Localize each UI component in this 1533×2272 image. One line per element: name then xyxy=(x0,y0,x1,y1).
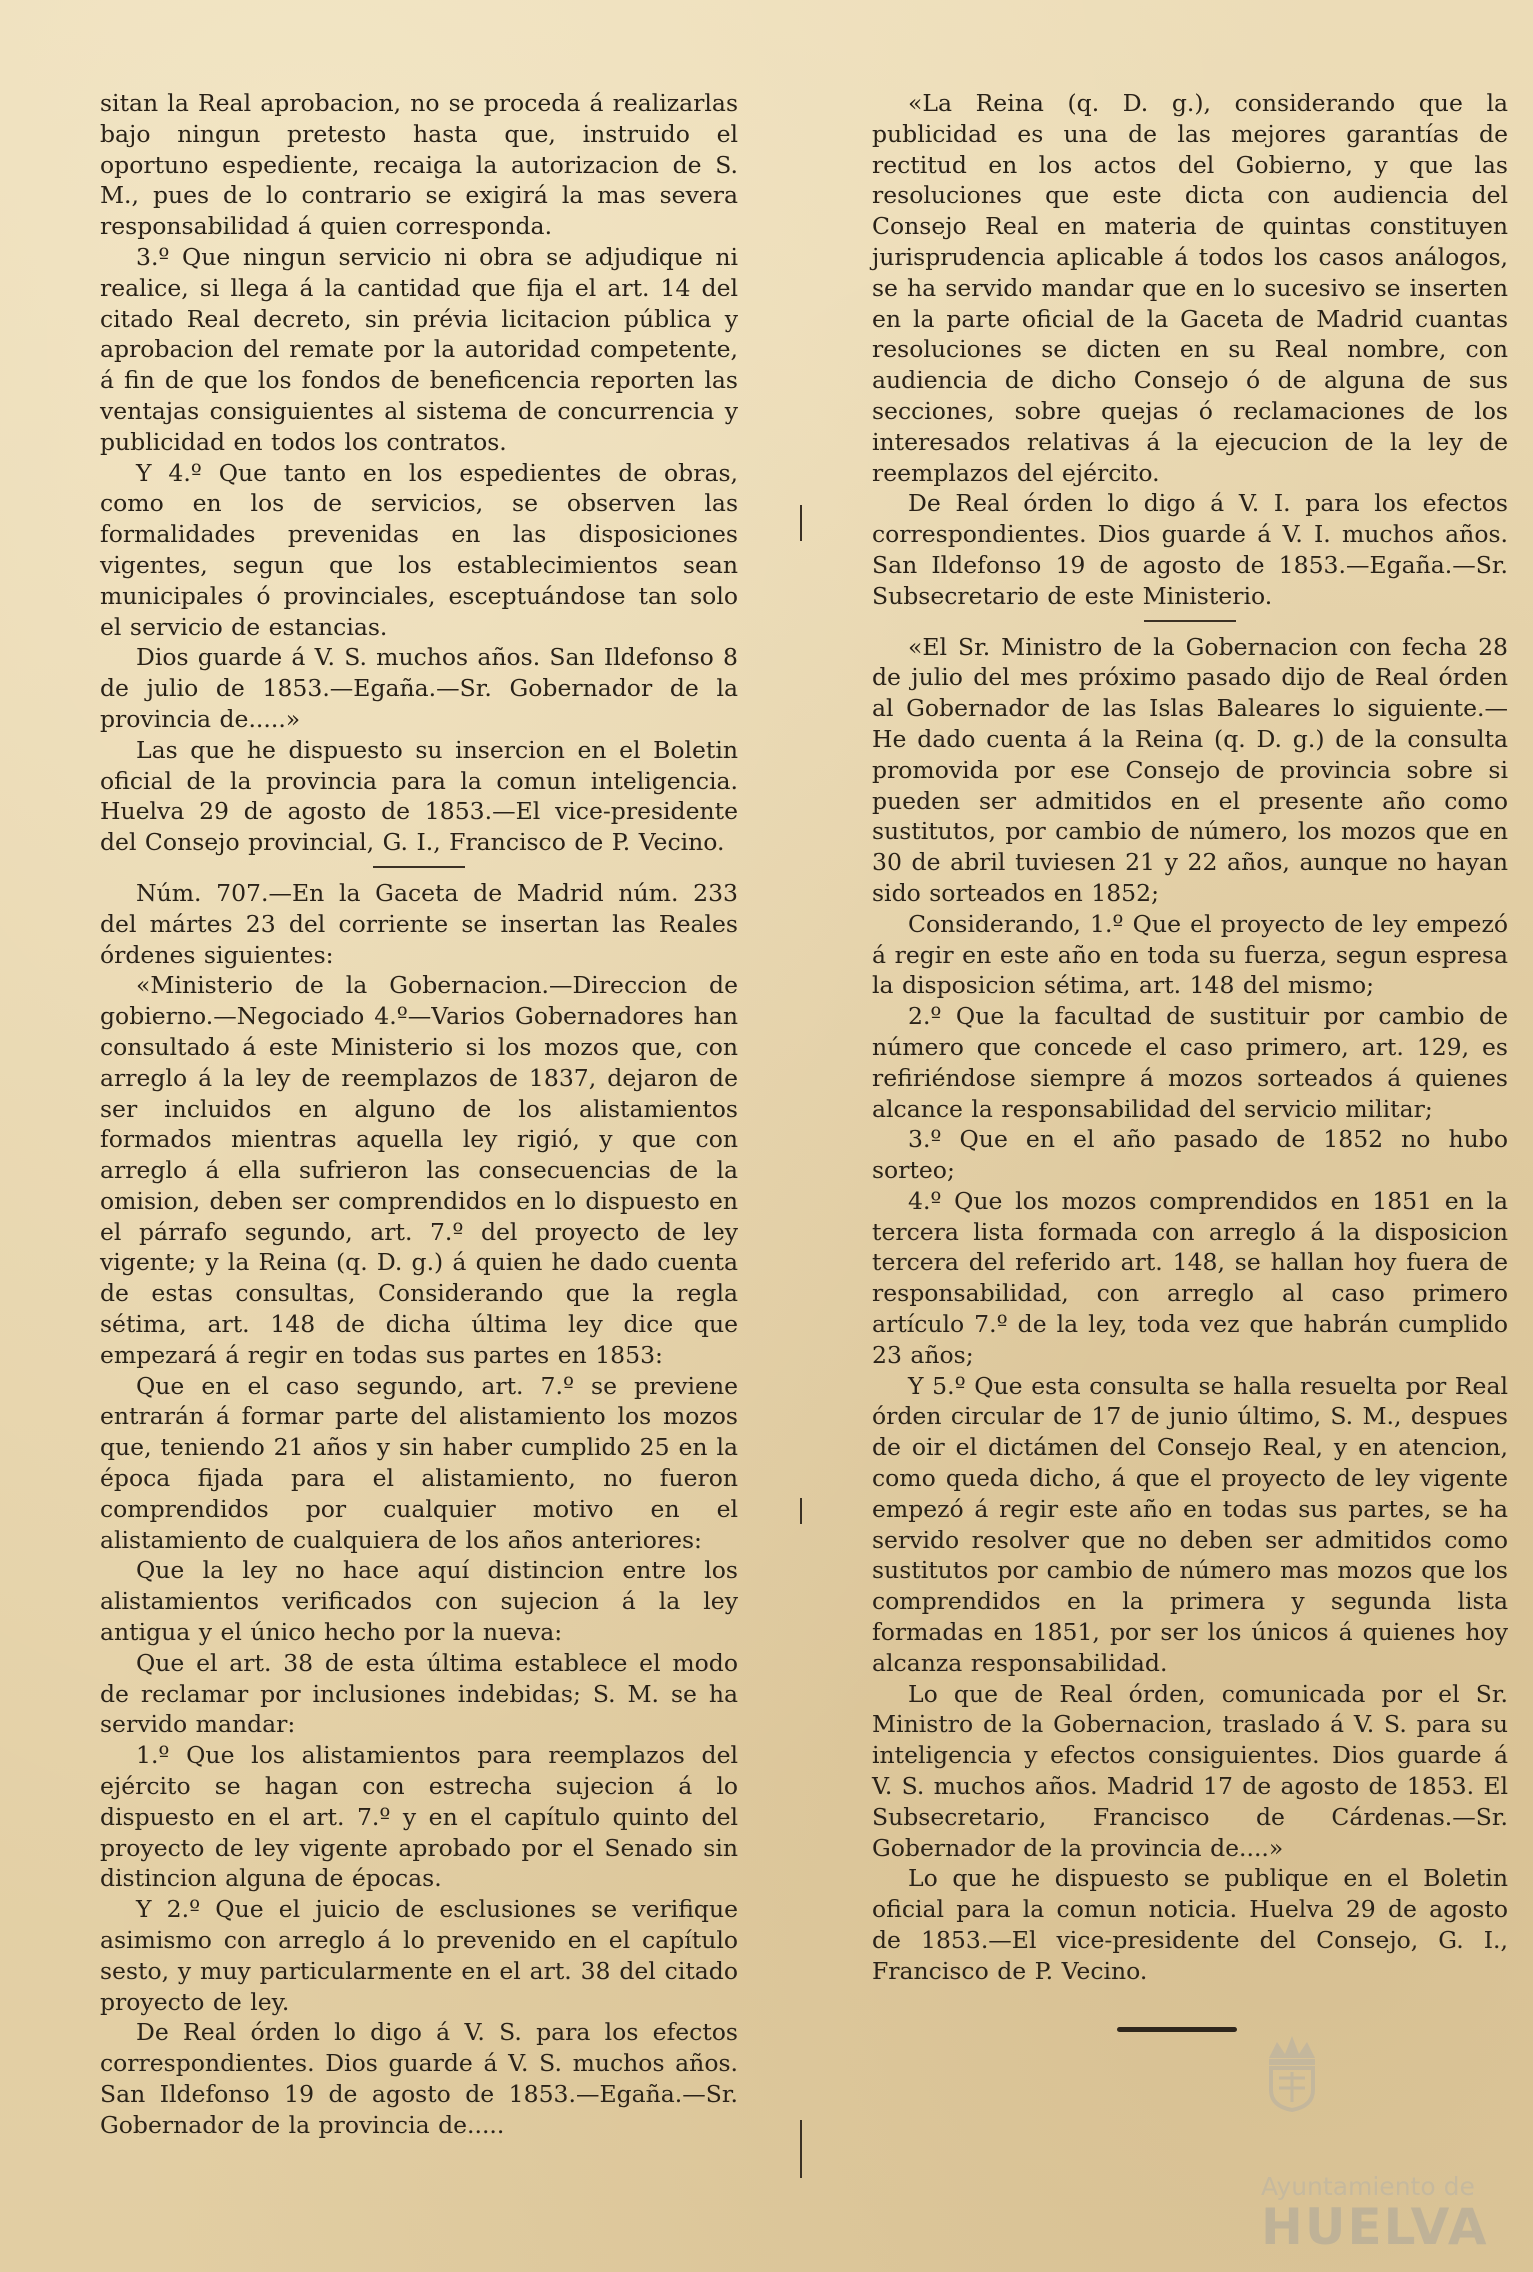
text-paragraph: «La Reina (q. D. g.), considerando que la publicidad es una de las mejores garantías de rectitud en los actos del Gobierno, y que las resoluciones que este dicta con audiencia del Consejo Real en materia de quintas constituyen jurisprudencia aplicable á todos los casos análogos, se ha servido mandar que en lo sucesivo se inserten en la parte oficial de la Gaceta de Madrid cuantas resoluciones se dicten en su Real nombre, con audiencia de dicho Consejo ó de alguna de sus secciones, sobre quejas ó reclamaciones de los interesados relativas á la ejecucion de la ley de reemplazos del ejército. xyxy=(872,89,1508,487)
watermark-line1: Ayuntamiento de xyxy=(1261,2172,1475,2201)
text-paragraph: 4.º Que los mozos comprendidos en 1851 en la tercera lista formada con arreglo á la disposicion tercera del referido art. 148, se hallan hoy fuera de responsabilidad, con arreglo al caso primero artículo 7.º de la ley, toda vez que habrán cumplido 23 años; xyxy=(872,1186,1508,1369)
text-paragraph: Que la ley no hace aquí distincion entre los alistamientos verificados con sujecion á la ley antigua y el único hecho por la nueva: xyxy=(100,1556,738,1647)
column-divider-upper xyxy=(800,505,802,541)
left-column xyxy=(100,88,738,2141)
watermark-line2: HUELVA xyxy=(1261,2198,1489,2256)
archive-watermark xyxy=(1253,2022,1503,2256)
text-paragraph: Que el art. 38 de esta última establece el modo de reclamar por inclusiones indebidas; S. M. se ha servido mandar: xyxy=(100,1648,738,1739)
text-paragraph: «El Sr. Ministro de la Gobernacion con fecha 28 de julio del mes próximo pasado dijo de Real órden al Gobernador de las Islas Baleares lo siguiente.—He dado cuenta á la Reina (q. D. g.) de la consulta promovida por ese Consejo de provincia sobre si pueden ser admitidos en el presente año como sustitutos, por cambio de número, los mozos que en 30 de abril tuviesen 21 y 22 años, aunque no hayan sido sorteados en 1852; xyxy=(872,632,1508,907)
end-of-article-rule xyxy=(1117,2027,1237,2032)
text-paragraph: 3.º Que en el año pasado de 1852 no hubo sorteo; xyxy=(872,1125,1508,1185)
text-paragraph: Y 5.º Que esta consulta se halla resuelta por Real órden circular de 17 de junio último, S. M., despues de oir el dictámen del Consejo Real, y en atencion, como queda dicho, á que el proyecto de ley vigente empezó á regir este año en todas sus partes, se ha servido resolver que no deben ser admitidos como sustitutos por cambio de número mas mozos que los comprendidos en la primera y segunda lista formadas en 1851, por ser los únicos á quienes hoy alcanza responsabilidad. xyxy=(872,1371,1508,1677)
crown-crest-icon xyxy=(1263,2032,1321,2112)
text-paragraph: Las que he dispuesto su insercion en el Boletin oficial de la provincia para la comun inteligencia. Huelva 29 de agosto de 1853.—El vice-presidente del Consejo provincial, G. I., Francisco de P. Vecino. xyxy=(100,735,738,857)
text-paragraph: sitan la Real aprobacion, no se proceda á realizarlas bajo ningun pretesto hasta que, instruido el oportuno espediente, recaiga la autorizacion de S. M., pues de lo contrario se exigirá la mas severa responsabilidad á quien corresponda. xyxy=(100,89,738,241)
text-paragraph: 2.º Que la facultad de sustituir por cambio de número que concede el caso primero, art. 129, es refiriéndose siempre á mozos sorteados á quienes alcance la responsabilidad del servicio militar; xyxy=(872,1002,1508,1123)
text-paragraph: «Ministerio de la Gobernacion.—Direccion de gobierno.—Negociado 4.º—Varios Gobernadores han consultado á este Ministerio si los mozos que, con arreglo á la ley de reemplazos de 1837, dejaron de ser incluidos en alguno de los alistamientos formados mientras aquella ley rigió, y que con arreglo á ella sufrieron las consecuencias de la omision, deben ser comprendidos en lo dispuesto en el párrafo segundo, art. 7.º del proyecto de ley vigente; y la Reina (q. D. g.) á quien he dado cuenta de estas consultas, Considerando que la regla sétima, art. 148 de dicha última ley dice que empezará á regir en todas sus partes en 1853: xyxy=(100,971,738,1369)
text-paragraph: Lo que de Real órden, comunicada por el Sr. Ministro de la Gobernacion, traslado á V. S. para su inteligencia y efectos consiguientes. Dios guarde á V. S. muchos años. Madrid 17 de agosto de 1853. El Subsecretario, Francisco de Cárdenas.—Sr. Gobernador de la provincia de....» xyxy=(872,1679,1508,1862)
text-paragraph: Dios guarde á V. S. muchos años. San Ildefonso 8 de julio de 1853.—Egaña.—Sr. Gobernador de la provincia de.....» xyxy=(100,643,738,733)
text-paragraph: 3.º Que ningun servicio ni obra se adjudique ni realice, si llega á la cantidad que fija el art. 14 del citado Real decreto, sin prévia licitacion pública y aprobacion del remate por la autoridad competente, á fin de que los fondos de beneficencia reporten las ventajas consiguientes al sistema de concurrencia y publicidad en todos los contratos. xyxy=(100,242,738,456)
text-paragraph: Lo que he dispuesto se publique en el Boletin oficial para la comun noticia. Huelva 29 de agosto de 1853.—El vice-presidente del Consejo, G. I., Francisco de P. Vecino. xyxy=(872,1864,1508,1985)
text-paragraph: Que en el caso segundo, art. 7.º se previene entrarán á formar parte del alistamiento los mozos que, teniendo 21 años y sin haber cumplido 25 en la época fijada para el alistamiento, no fueron comprendidos por cualquier motivo en el alistamiento de cualquiera de los años anteriores: xyxy=(100,1371,738,1554)
column-divider-middle xyxy=(800,1498,802,1524)
text-paragraph: 1.º Que los alistamientos para reemplazos del ejército se hagan con estrecha sujecion á lo dispuesto en el art. 7.º y en el capítulo quinto del proyecto de ley vigente aprobado por el Senado sin distincion alguna de épocas. xyxy=(100,1741,738,1893)
text-paragraph: Y 2.º Que el juicio de esclusiones se verifique asimismo con arreglo á lo prevenido en el capítulo sesto, y muy particularmente en el art. 38 del citado proyecto de ley. xyxy=(100,1895,738,2016)
text-paragraph: Y 4.º Que tanto en los espedientes de obras, como en los de servicios, se observen las formalidades prevenidas en las disposiciones vigentes, segun que los establecimientos sean municipales ó provinciales, esceptuándose tan solo el servicio de estancias. xyxy=(100,458,738,641)
section-separator-rule xyxy=(1144,620,1236,622)
section-separator-rule xyxy=(373,866,465,868)
text-paragraph: Núm. 707.—En la Gaceta de Madrid núm. 233 del mártes 23 del corriente se insertan las Reales órdenes siguientes: xyxy=(100,878,738,969)
text-paragraph: Considerando, 1.º Que el proyecto de ley empezó á regir en este año en toda su fuerza, segun espresa la disposicion sétima, art. 148 del mismo; xyxy=(872,909,1508,1000)
text-paragraph: De Real órden lo digo á V. S. para los efectos correspondientes. Dios guarde á V. S. muchos años. San Ildefonso 19 de agosto de 1853.—Egaña.—Sr. Gobernador de la provincia de..... xyxy=(100,2018,738,2139)
column-divider-lower xyxy=(800,2120,802,2178)
text-paragraph: De Real órden lo digo á V. I. para los efectos correspondientes. Dios guarde á V. I. muchos años. San Ildefonso 19 de agosto de 1853.—Egaña.—Sr. Subsecretario de este Ministerio. xyxy=(872,489,1508,610)
right-column xyxy=(872,88,1508,1987)
